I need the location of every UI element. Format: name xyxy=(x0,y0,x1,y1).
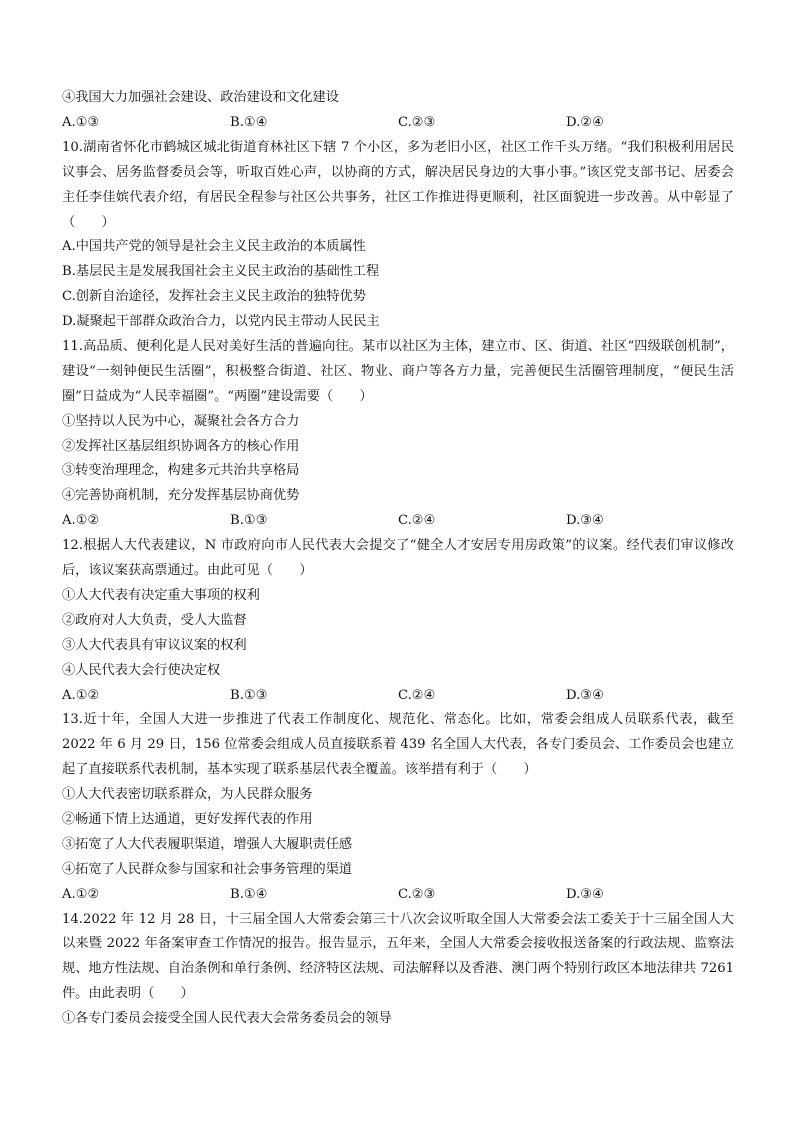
option-d[interactable]: D.②④ xyxy=(566,114,604,130)
question-12-item-4: ④人民代表大会行使决定权 xyxy=(62,662,221,678)
question-13-options xyxy=(62,883,734,908)
question-11-item-3: ③转变治理理念，构建多元共治共享格局 xyxy=(62,463,300,479)
question-10-choice-c[interactable]: C.创新自治途径，发挥社会主义民主政治的独特优势 xyxy=(62,289,366,305)
option-a[interactable]: A.①③ xyxy=(62,114,100,130)
option-d[interactable]: D.③④ xyxy=(566,513,604,529)
question-12-item-1: ①人大代表有决定重大事项的权利 xyxy=(62,587,260,603)
question-11-item-1: ①坚持以人民为中心，凝聚社会各方合力 xyxy=(62,413,300,429)
option-a[interactable]: A.①② xyxy=(62,513,100,529)
carry-item-4: ④我国大力加强社会建设、政治建设和文化建设 xyxy=(62,90,339,105)
question-10-stem: 10.湖南省怀化市鹤城区城北街道育林社区下辖 7 个小区，多为老旧小区，社区工作千头万绪。“我们积极利用居民议事会、居务监督委员会等，听取百姓心声，以协商的方式，解决居民身边的大事小事。”该区党支部书记、居委会主任李佳嫔代表介绍，有居民全程参与社区公共事务，社区工作推进得更顺利，社区面貌进一步改善。从中彰显了（ ） xyxy=(62,139,734,230)
option-b[interactable]: B.①③ xyxy=(230,687,268,703)
exam-page xyxy=(62,86,734,1032)
question-12-item-3: ③人大代表具有审议议案的权利 xyxy=(62,637,247,653)
option-c[interactable]: C.②③ xyxy=(398,114,436,130)
question-11-stem: 11.高品质、便利化是人民对美好生活的普遍向往。某市以社区为主体，建立市、区、街道、社区“四级联创机制”，建设“一刻钟便民生活圈”，积极整合街道、社区、物业、商户等各方力量，完善便民生活圈管理制度，“便民生活圈”日益成为“人民幸福圈”。“两圈”建设需要（ ） xyxy=(62,338,734,404)
option-d[interactable]: D.③④ xyxy=(566,886,604,902)
question-13-stem: 13.近十年，全国人大进一步推进了代表工作制度化、规范化、常态化。比如，常委会组成人员联系代表，截至 2022 年 6 月 29 日，156 位常委会组成人员直接联系着 439 名全国人大代表，各专门委员会、工作委员会也建立起了直接联系代表机制，基本实现了联系基层代表全覆盖。该举措有利于（ ） xyxy=(62,712,734,778)
option-d[interactable]: D.③④ xyxy=(566,687,604,703)
option-b[interactable]: B.①④ xyxy=(230,114,268,130)
option-c[interactable]: C.②④ xyxy=(398,513,436,529)
carry-options xyxy=(62,111,734,136)
question-14-item-1: ①各专门委员会接受全国人民代表大会常务委员会的领导 xyxy=(62,1011,392,1027)
question-13-item-2: ②畅通下情上达通道，更好发挥代表的作用 xyxy=(62,812,313,828)
question-13-item-1: ①人大代表密切联系群众，为人民群众服务 xyxy=(62,787,313,803)
question-13-item-4: ④拓宽了人民群众参与国家和社会事务管理的渠道 xyxy=(62,861,353,877)
question-14-stem: 14.2022 年 12 月 28 日，十三届全国人大常委会第三十八次会议听取全国人大常委会法工委关于十三届全国人大以来暨 2022 年备案审查工作情况的报告。报告显示，五年来，全国人大常委会接收报送备案的行政法规、监察法规、地方性法规、自治条例和单行条例、经济特区法规、司法解释以及香港、澳门两个特别行政区本地法律共 7261 件。由此表明（ ） xyxy=(62,911,734,1002)
option-c[interactable]: C.②④ xyxy=(398,687,436,703)
option-b[interactable]: B.①③ xyxy=(230,513,268,529)
option-c[interactable]: C.②③ xyxy=(398,886,436,902)
question-11-item-2: ②发挥社区基层组织协调各方的核心作用 xyxy=(62,438,300,454)
question-13-item-3: ③拓宽了人大代表履职渠道，增强人大履职责任感 xyxy=(62,836,353,852)
question-11-item-4: ④完善协商机制，充分发挥基层协商优势 xyxy=(62,488,300,504)
question-10-choice-b[interactable]: B.基层民主是发展我国社会主义民主政治的基础性工程 xyxy=(62,264,380,280)
option-b[interactable]: B.①④ xyxy=(230,886,268,902)
question-10-choice-a[interactable]: A.中国共产党的领导是社会主义民主政治的本质属性 xyxy=(62,239,366,255)
question-11-options xyxy=(62,509,734,534)
option-a[interactable]: A.①② xyxy=(62,886,100,902)
question-12-options xyxy=(62,684,734,709)
question-12-item-2: ②政府对人大负责，受人大监督 xyxy=(62,612,247,628)
question-12-stem: 12.根据人大代表建议，N 市政府向市人民代表大会提交了“健全人才安居专用房政策”的议案。经代表们审议修改后，该议案获高票通过。由此可见（ ） xyxy=(62,538,734,579)
question-10-choice-d[interactable]: D.凝聚起干部群众政治合力，以党内民主带动人民民主 xyxy=(62,314,380,330)
option-a[interactable]: A.①② xyxy=(62,687,100,703)
